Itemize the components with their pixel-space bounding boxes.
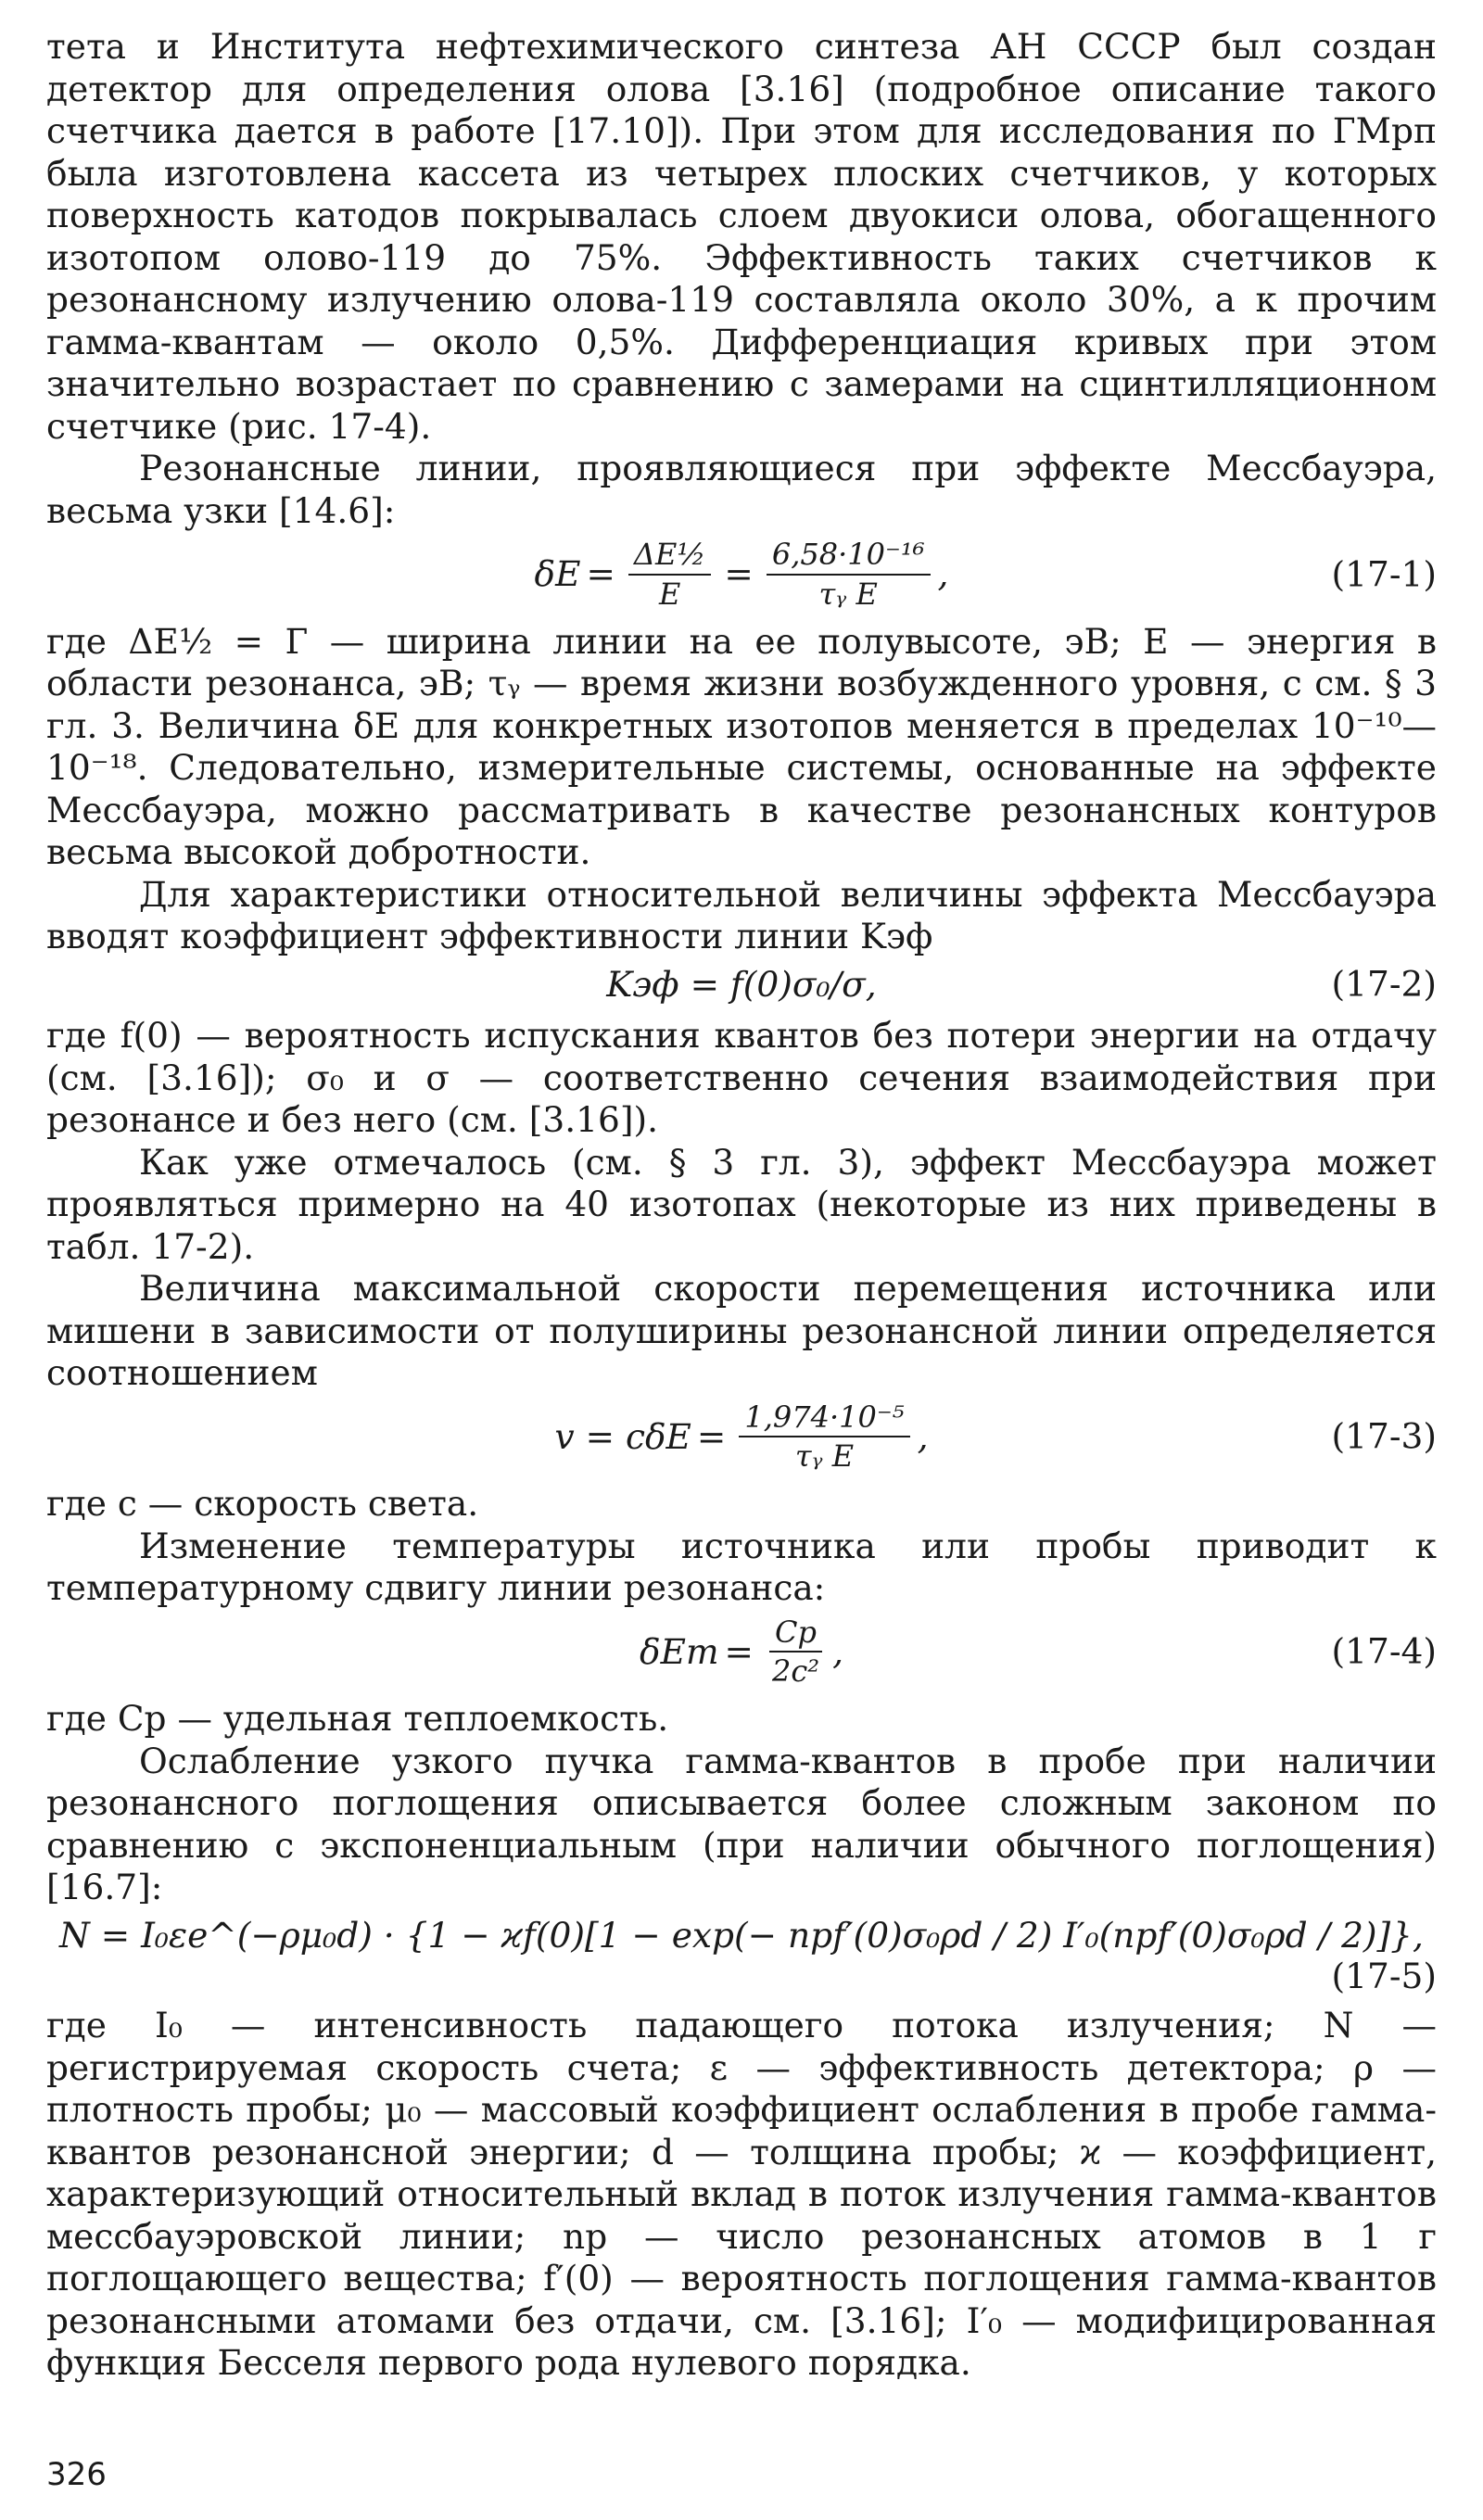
equation-number: (17-3) [1331, 1415, 1437, 1457]
equals-sign: = [724, 553, 754, 595]
paragraph: Как уже отмечалось (см. § 3 гл. 3), эффект Мессбауэра может проявляться примерно на 40 изотопах (некоторые из них приведены в табл. 17-2). [46, 1141, 1437, 1267]
fraction-numerator: 1,974·10⁻⁵ [739, 1400, 909, 1438]
paragraph: где Cр — удельная теплоемкость. [46, 1698, 669, 1740]
fraction-denominator: τᵧ E [794, 1438, 855, 1475]
page-number: 326 [46, 2456, 107, 2493]
fraction [628, 538, 711, 612]
paragraph: где c — скорость света. [46, 1483, 479, 1525]
fraction-denominator: E [658, 576, 681, 612]
equation-lhs: δE [534, 553, 581, 595]
equation-17-3 [46, 1400, 1437, 1475]
fraction-denominator: 2c² [771, 1653, 820, 1690]
fraction [767, 1615, 825, 1690]
fraction-numerator: 6,58·10⁻¹⁶ [767, 538, 931, 576]
equation-number: (17-4) [1331, 1630, 1437, 1672]
equation-expression: N = I₀εe^(−ρμ₀d) · {1 − ϰf(0)[1 − exp(− nрf′(0)σ₀ρd / 2) I′₀(nрf′(0)σ₀ρd / 2)]}, [59, 1914, 1424, 1956]
equation-number: (17-5) [1331, 1955, 1437, 1996]
paragraph: Изменение температуры источника или пробы приводит к температурному сдвигу линии резонанса: [46, 1525, 1437, 1609]
paragraph: где I₀ — интенсивность падающего потока излучения; N — регистрируемая скорость счета; ε — эффективность детектора; ρ — плотность пробы; μ₀ — массовый коэффициент ослабления в пробе гамма-квантов резонансной энергии; d — толщина пробы; ϰ — коэффициент, характеризующий относительный вклад в поток излучения гамма-квантов мессбауэровской линии; nр — число резонансных атомов в 1 г поглощающего вещества; f′(0) — вероятность поглощения гамма-квантов резонансными атомами без отдачи, см. [3.16]; I′₀ — модифицированная функция Бесселя первого рода нулевого порядка. [46, 2005, 1437, 2384]
equation-lhs: v = cδE [554, 1415, 691, 1457]
fraction-numerator: ΔE½ [628, 538, 711, 576]
equation-17-4 [46, 1615, 1437, 1690]
equals-sign: = [724, 1630, 754, 1672]
paragraph: Величина максимальной скорости перемещения источника или мишени в зависимости от полуширины резонансной линии определяется соотношением [46, 1268, 1437, 1394]
paragraph: где f(0) — вероятность испускания квантов без потери энергии на отдачу (см. [3.16]); σ₀ и σ — соответственно сечения взаимодействия при резонансе и без него (см. [3.16]). [46, 1015, 1437, 1141]
equation-17-1 [46, 538, 1437, 612]
equation-punctuation: , [937, 553, 949, 595]
equation-17-5 [46, 1914, 1437, 1996]
equals-sign: = [586, 553, 615, 595]
paragraph: Резонансные линии, проявляющиеся при эффекте Мессбауэра, весьма узки [14.6]: [46, 448, 1437, 531]
equation-lhs: δEт [640, 1630, 719, 1672]
paragraph: тета и Института нефтехимического синтеза АН СССР был создан детектор для определения олова [3.16] (подробное описание такого счетчика дается в работе [17.10]). При этом для исследования по ГМрп была изготовлена кассета из четырех плоских счетчиков, у которых поверхность катодов покрывалась слоем двуокиси олова, обогащенного изотопом олово-119 до 75%. Эффективность таких счетчиков к резонансному излучению олова-119 составляла около 30%, а к прочим гамма-квантам — около 0,5%. Дифференциация кривых при этом значительно возрастает по сравнению с замерами на сцинтилляционном счетчике (рис. 17-4). [46, 26, 1437, 447]
equals-sign: = [696, 1415, 727, 1457]
equation-punctuation: , [917, 1415, 929, 1457]
paragraph: где ΔE½ = Г — ширина линии на ее полувысоте, эВ; E — энергия в области резонанса, эВ; τᵧ — время жизни возбужденного уровня, с см. § 3 гл. 3. Величина δE для конкретных изотопов меняется в пределах 10⁻¹⁰—10⁻¹⁸. Следовательно, измерительные системы, основанные на эффекте Мессбауэра, можно рассматривать в качестве резонансных контуров весьма высокой добротности. [46, 620, 1437, 873]
fraction-numerator: Cр [769, 1615, 822, 1653]
paragraph: Для характеристики относительной величины эффекта Мессбауэра вводят коэффициент эффективности линии Kэф [46, 873, 1437, 957]
equation-number: (17-1) [1331, 553, 1437, 595]
fraction [739, 1400, 909, 1475]
equation-17-2 [46, 964, 1437, 1007]
fraction-denominator: τᵧ E [818, 576, 878, 612]
equation-expression: Kэф = f(0)σ₀/σ, [606, 963, 877, 1005]
equation-number: (17-2) [1331, 963, 1437, 1005]
paragraph: Ослабление узкого пучка гамма-квантов в пробе при наличии резонансного поглощения описывается более сложным законом по сравнению с экспоненциальным (при наличии обычного поглощения) [16.7]: [46, 1740, 1437, 1908]
fraction [767, 538, 931, 612]
equation-punctuation: , [832, 1630, 843, 1672]
